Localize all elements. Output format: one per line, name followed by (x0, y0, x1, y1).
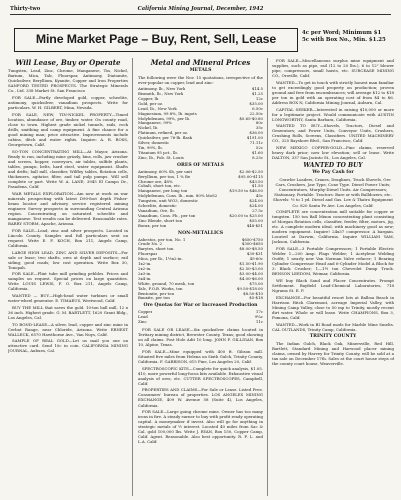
commodity-name: Mica, per lb., 1½x2-in. (138, 257, 183, 262)
page-title: Mine Market Page – Buy, Rent, Sell, Lease (35, 32, 277, 46)
commodity-name: Antimony, 60% Sb, per unit (138, 169, 193, 174)
commodity-price: $55.00 (249, 217, 263, 223)
commodity-name: Silver, domestic (138, 141, 170, 146)
commodity-price: $20.00 to $25.00 (229, 212, 263, 218)
commodity-price: 27.5c (252, 207, 263, 213)
commodity-price: $35.00 (249, 100, 263, 106)
classified-ad: EXCHANGE—For beautiful resort lots at Balboa Beach in Harrison Hitch Claremont, acreage Imperial Valley, with Mining Camp Valley, close to 50 mp to Trinity, mostly recent dirt water. Whole or will lease. Write CHAMPIONS, Box 3, Pomona, Calif. (272, 294, 394, 320)
commodity-price: $14.5 (251, 86, 263, 92)
classified-ad: FOR SALE—Partly developed gold, copper, scheelite, antimony, quicksilver, vanadium prospects. Write for particulars. W. H. GILBERT, Mina, Nevada. (8, 95, 128, 111)
commodity-name: Copper (138, 310, 153, 315)
commodity-price: $650-$750 (241, 236, 263, 242)
classified-ad: SO-TON CONCENTRATING MILL—At Mayor, Arizona. Ready to run, including mine grizzly, bins, rolls, jaw crusher and screen, hopper, conveyors, air tables, sulfide plants, tables, pumps, belts, hard steel, water equipment. Shafts and drifts; ball mill, classifier, Wilfley tables, flotation cells, thickeners, agitator, filter, and tail pulp pumps. Will sell complete or part. Write W. A. LANE, 3945 El Campo Dr., Pasadena, Calif. (8, 148, 128, 190)
commodity-price: $0.65-$0.80 (239, 115, 263, 121)
commodity-name: Zinc, lb., Fob. St. Louis (138, 155, 184, 160)
commodity-name: 3x4-in. (138, 276, 152, 281)
page-number: Thirty-two (10, 6, 41, 12)
classified-ad: FOR SALE—Mine equipped with 400 ft. Gibson mill. Situated five miles from Helena on Sixth Gulch, Trinity County, California. F. GARRISON, 615 Pine, Los Angeles 20, Calif. (138, 348, 263, 364)
commodity-name: Asbestos, per ton, No. 1 (138, 237, 186, 242)
trinity-body: The Indian Gulch, Black Oak, Minersville, Red Hill, Bartlett, Standard Mining and Harwood placer mining claims, owned by Harvey for Trinity County, will be sold at a tax sale on December 17th. Sales at the court house steps of the county court house, Weaverville. (272, 340, 394, 366)
ad-list (138, 327, 263, 444)
classified-ad: WANTED TO BUY—Shovels, Tractors, Diesel and Generators; and Power Units, Conveyor Units, Crushers, Crushing Rolls, Screens, Classifiers. UNITED MACHINERY CO., 325 Bayshore Blvd., San Francisco, Calif. (272, 123, 394, 144)
classified-ad: PROPERTIES AND CLAIMS—For Sale or Lease. Listed Free. Consumers' bureau of properties. LOS ANGELES MINING EXCHANGE, 409 W. Avenue 58 (Suite 4), Los Angeles, California. (138, 387, 263, 408)
classified-ad: FOR SALE—Flint tube mill grinding pebbles. Prices and samples on request. Special prices on large quantities. Write LOUIS LEWIS, F. O. Box 211, Angels Camp, California. (8, 271, 128, 292)
commodity-name: Platinum, refined, per oz. (138, 131, 189, 136)
commodity-name: Fluorspar (138, 252, 158, 257)
page-title-box (14, 28, 298, 52)
commodity-name: Manganese, per long ton (138, 189, 188, 194)
section-heading: ORES OF METALS (177, 162, 224, 168)
classified-ad: WANTED—To get in touch with strictly honest man familiar to get exceedingly good property on production; proven ground and free from encumbrances; will average $12 to $18 per ton in gold with an operating cost of from $4 to $6. Address BOX N, California Mining Journal, Auburn, Cal. (272, 79, 394, 105)
nonmetal-price-table (138, 238, 263, 302)
classified-ad: SPECTROSCOPIC KITS—Complete for quick analysis, $1.05. $10, more powerful long-focus kits available. Exhaustive visual analysis of ores, etc. CUTTER SPECTROSCOPES, Campbell, Calif. (138, 365, 263, 386)
commodity-name: Cobalt, short ton, etc. (138, 184, 182, 189)
ad-list (8, 95, 128, 353)
commodity-price: $4.00-$6.00 (239, 275, 263, 281)
commodity-name: Gold, per oz. (138, 101, 164, 106)
commodity-name: Zinc (138, 320, 147, 325)
section-heading: METALS (189, 68, 212, 73)
ore-price-table (138, 170, 263, 229)
commodity-name: Molybdenum, Cons. lb., min. 80% MoS2 (138, 194, 218, 199)
commodity-name: Chrome ore, 48% (138, 179, 173, 184)
commodity-name: Barytes, short ton (138, 247, 174, 252)
classified-ad: LARGE HIGH LEAD, ZINC AND SILVER DEPOSITS—For sale or lease; two shafts, ores at depth and surface; rail siding; good roads; low cost operation. Write Box 30, Tonopah. (8, 249, 128, 270)
classified-ad: FOR SALE—Lead, zinc and silver prospects. Located in Lincoln County. Samples and full particulars sent on request. Write E. F. KOCH, Box 211, Angels Camp, California. (8, 227, 128, 248)
commodity-price: $48-$51 (246, 222, 263, 228)
commodity-price: $5-$18 (249, 295, 263, 301)
classified-ad: TO BOND-LEASE—A silver, lead, copper and zinc mine in Cerbat Range, near Chloride, Arizona. Write ERNEST WALLECK, 6570 Hawthorne Ave., Van Nuys, Calif. (8, 321, 128, 337)
commodity-name: Titanium 95 pct., lb. (138, 150, 179, 155)
commodity-price: $191.00 (246, 135, 263, 141)
commodity-price: $2.50-$3.00 (239, 266, 263, 271)
commodity-price: 80c (255, 120, 263, 126)
section-heading: Ore Quotas for War or Increased Production (143, 303, 258, 309)
price-row (138, 224, 263, 229)
commodity-price: 71.11c (249, 140, 263, 146)
commodity-price: $1.60 (251, 149, 263, 155)
commodity-price: 22.50c (249, 110, 263, 116)
commodity-price: 45c (255, 193, 263, 199)
classified-ad: COMPLETE ore concentration mill suitable for copper or tungsten. 150 ton Ball Mixon concentrating plant consisting of Morgan flotation cells, classifier, feeder, filter, motors, jig, etc. A complete modern ideal, with machinery good as new; modern equipment. Inquire! 24x37 compressor. A bargain. Located at Darwin, California. Inquire WILLIAM YAM, Jackson, California. (272, 209, 394, 245)
commodity-name: Antimony, lb., New York (138, 87, 186, 92)
commodity-price: $95.00-$115 (238, 173, 263, 179)
commodity-price: $75.00 (249, 280, 263, 286)
classified-ad: WE buy Black Sand and Placer Concentrates. Prompt Settlement. Bayfield Lead-Chemical Laboratories, 718 Ngrams St. E. P. (272, 277, 394, 294)
metal-price-table (138, 87, 263, 161)
commodity-price: 35c (255, 125, 263, 131)
price-row (138, 156, 263, 161)
ad-intro: Tungsten, Lead, Zinc, Chrome, Manganese, Tin, Nickel, Barium, Mica, Talc, Fluorspar, Antimony, Diatomite, Quicksilver, Beryllium, Kyanite, Copper and Iron Properties SANFORD TESTED PROSPECTS. The Strategic Minerals Co., Ltd. 338 Market St. San Francisco (8, 68, 128, 94)
classified-ad: WANTED—Work in BI Road mods for Marble Mine Smelts. CAL OUTLANDS, Trinity Camp, California. (272, 321, 394, 332)
commodity-name: Tungsten, unit WO3, domestic (138, 199, 198, 204)
classified-ad: FOR SALE, NEW, TIN-NICKEL PROPERTY—Timed location, abundance of ore, timber, water. On county road, close to town. Highest grade nickel tunnels, rails, rock drills, smithing and camp equipment. A fine chance for a good mining man; price attractive. Improvements include cabins, ditch and water rights. Inquire: A. R. ROSS, Georgetown, Calif. (8, 111, 128, 148)
commodity-price: 45-60c (249, 256, 263, 262)
commodity-price: $30-$31 (246, 251, 263, 257)
commodity-price: $36.00 (249, 130, 263, 136)
commodity-name: Borax, per ton (138, 223, 167, 228)
commodity-price: 9¼c (254, 314, 263, 320)
commodity-price: 12c (255, 95, 263, 101)
price-row (138, 320, 263, 325)
trinity-heading: TRINITY COUNTY (309, 333, 357, 339)
magazine-title: California Mining Journal, December, 1942 (137, 6, 264, 12)
commodity-price: 52c (255, 144, 263, 150)
commodity-name: 2x3-in. (138, 271, 152, 276)
commodity-name: Bauxite, per ton (138, 296, 170, 301)
commodity-name: Talc, F.O.B. Works, ton (138, 286, 183, 291)
commodity-price: $24.00 (249, 203, 263, 209)
commodity-price: $2.06-$2.50 (239, 168, 263, 174)
wanted-subheading: We Pay Cash for (312, 170, 354, 176)
commodity-name: Crude No. 2 (138, 242, 162, 247)
classified-ad: FOR SALE—3 Portable Compressors; 1 Portable Electric Welder 1—200 Amp. Flags Welder; 1 Acetylene Welding Outfit; 1 nearly new Van Norman Valve refacer; 1 Bearing Cylinder Compressor Head and 6-Cylinder Model A Block for 3: Black Crusher; 1—1½ ton Chevrolet Dump Truck. BENSON LEEDOM, Weimar, California. (272, 246, 394, 277)
column-middle (138, 58, 263, 496)
ad-list (272, 58, 394, 160)
commodity-price: $43.50 (249, 178, 263, 184)
commodity-name: Nickel, lb. (138, 126, 159, 131)
column-left (8, 58, 128, 496)
commodity-price: $9.50-$18.00 (236, 285, 263, 291)
column-divider (267, 58, 268, 496)
commodity-name: Quicksilver, per 76-lb. flask (138, 136, 192, 141)
commodity-price: 6.50c (252, 105, 263, 111)
classified-ad: FOR SALE—Miscellaneous surplus mine equipment and supplies, such as pipe, rail (12 to 20 lbs.), 6 to 12" blower pipe, compressors, small hoists, etc. SURCEASE MINING CO., Oroville, Calif. (272, 58, 394, 79)
commodity-name: Vanadium, Ore, lb. (138, 208, 175, 213)
classified-ad: FOR SALE—Large going chrome mine. Owner has too many irons in fire. A steady earner to buy with profit ready operating capital. A moneymaker if invest. Also will go for anything in strategic metals of ½ interest. Located 40 miles from Sac & Cal. gold 100,000 lbs. Write J. RYAN, Box 150, Copper Camp, Calif. Agent. Reasonable. Also best opportunity. R. F. L. and L.A. Calif. (138, 409, 263, 445)
classified-ad: BUY THE MILL that saves the gold. 10-ton ball mill, 12 x 36 inch. Highest grade. G. M. BARTLETT, 1620 Grant Bldg., Los Angeles, Cal. (8, 304, 128, 320)
classified-ad: FOR SALE OR LEASE—Six quicksilver claims located in Tertiary mining district, Brewster County, Texas; good showing on all claims. Post Hole Adit 10 long. JOHN F. GILLIGAN, Box 10, Alpine, Texas. (138, 327, 263, 348)
commodity-name: Scheelite, domestic (138, 204, 177, 209)
commodity-price: 8.25c (252, 154, 263, 160)
running-header (10, 5, 391, 15)
column-divider (132, 58, 133, 496)
commodity-price: $1.50-$1.90 (239, 261, 263, 267)
commodity-name: 1x2-in. (138, 262, 152, 267)
commodity-name: Molybdenum, 99%, per lb. (138, 116, 191, 121)
ad-rate-line: 5c with Box No., Min. $1.25 (302, 37, 386, 43)
column-right (272, 58, 394, 496)
classified-ad: SAMPLE OF REAL GOLD—Let us mail you one on attractive card. Send 10c in coin. CALIFORNIA MINING JOURNAL, Auburn, Cal. (8, 338, 128, 354)
ad-list (272, 209, 394, 331)
commodity-price: $24.00 (249, 198, 263, 204)
commodity-price: 17c (255, 309, 263, 315)
commodity-name: Beryllium, per ton, 1 % Be (138, 174, 191, 179)
commodity-price: $19.50 to $46.00 (229, 188, 263, 194)
commodity-name: Copper, lb. (138, 96, 160, 101)
commodity-price: $1.25 (251, 91, 263, 96)
commodity-name: Lead (138, 315, 148, 320)
quota-price-table (138, 310, 263, 325)
commodity-price: $300-$650 (241, 241, 263, 247)
classified-ad: WANTED — BUY—High-head water turbines or small water-wheel generator. E. TIMAEUS, Westwood, Calif. (8, 293, 128, 304)
commodity-price: $3.00-$4.00 (239, 270, 263, 276)
ad-rates (302, 30, 392, 44)
commodity-name: Zinc Blende, short ton (138, 218, 182, 223)
commodity-name: Manganese, 99% (138, 121, 172, 126)
ad-rate-line: 4c per Word; Minimum $1 (302, 30, 382, 36)
price-row (138, 296, 263, 301)
commodity-name: Magnesium, 99.8%, lb. ingots (138, 111, 197, 116)
commodity-name: Tin, 99%, lb. (138, 145, 163, 150)
wanted-heading: WANTED TO BUY (303, 162, 363, 170)
column-heading: Metal and Mineral Prices (150, 58, 251, 67)
column-heading: Will Lease, Buy or Operate (15, 58, 121, 67)
commodity-price: $1.50 (251, 183, 263, 189)
classified-ad: WAR METALS EXPLORATION—Am now at work on war minerals prospecting with latest D90-foot depth Fisher-beam locator and advisory service registered mining engineer. Survey prospects in surrounding Central Arizona region. Concentrating on saturated scheelite and manganese. Test results can be delivered. Reasonable rates. BARRY STORM, Apache, Arizona. (8, 190, 128, 227)
commodity-name: Bentonite, per ton (138, 291, 174, 296)
commodity-name: Lead, lb., New York (138, 106, 177, 111)
price-intro: The following were the Nov. 15 quotations, irrespective of the ever-popular on copper, lead and zinc: (138, 75, 263, 86)
commodity-price: $8.50-$10 (243, 290, 263, 296)
commodity-name: Vanadium, Cons. Pb., per ton (138, 213, 196, 218)
classified-ad: CAPITAL SEEKER—Interested in raising $10,000 or more for a legitimate project. Would communicate with AUSTIN LONGWORTHY, Santa Barbara, California. (272, 106, 394, 122)
classified-ad: NEW MEXICO COPPER-GOLD—Fine claims, reserved heavy dark prior; now low elevation; sell or lease. Write DALTON, 337 San Jacinto St., Los Angeles, Cal. (272, 145, 394, 161)
section-heading: NON-METALLICS (177, 230, 224, 236)
commodity-price: 11c (255, 319, 263, 325)
commodity-name: Bismuth, lb., New York (138, 92, 184, 96)
commodity-name: White, ground, 70 mesh, ton (138, 281, 195, 286)
commodity-price: $8.00-$8.50 (239, 246, 263, 252)
commodity-name: 2x2-in. (138, 267, 152, 271)
wanted-body: Crawler Loaders, Cranes, Draglines, Truck Shovels, Ore Cars, Crushers, Jaw Type, Cone Type. Diesel Power Units; Concentrators, Murphy-Diesel Units. Air Compressors; Stationary, Portable. Tractors: Bare or with Bulldozers, etc. Shovels: ½ to 1 yd. Diesel and Gas. Lee & Thatro Equipment Co. 820 Santa Fe Ave. Los Angeles, Calif. (273, 177, 393, 208)
